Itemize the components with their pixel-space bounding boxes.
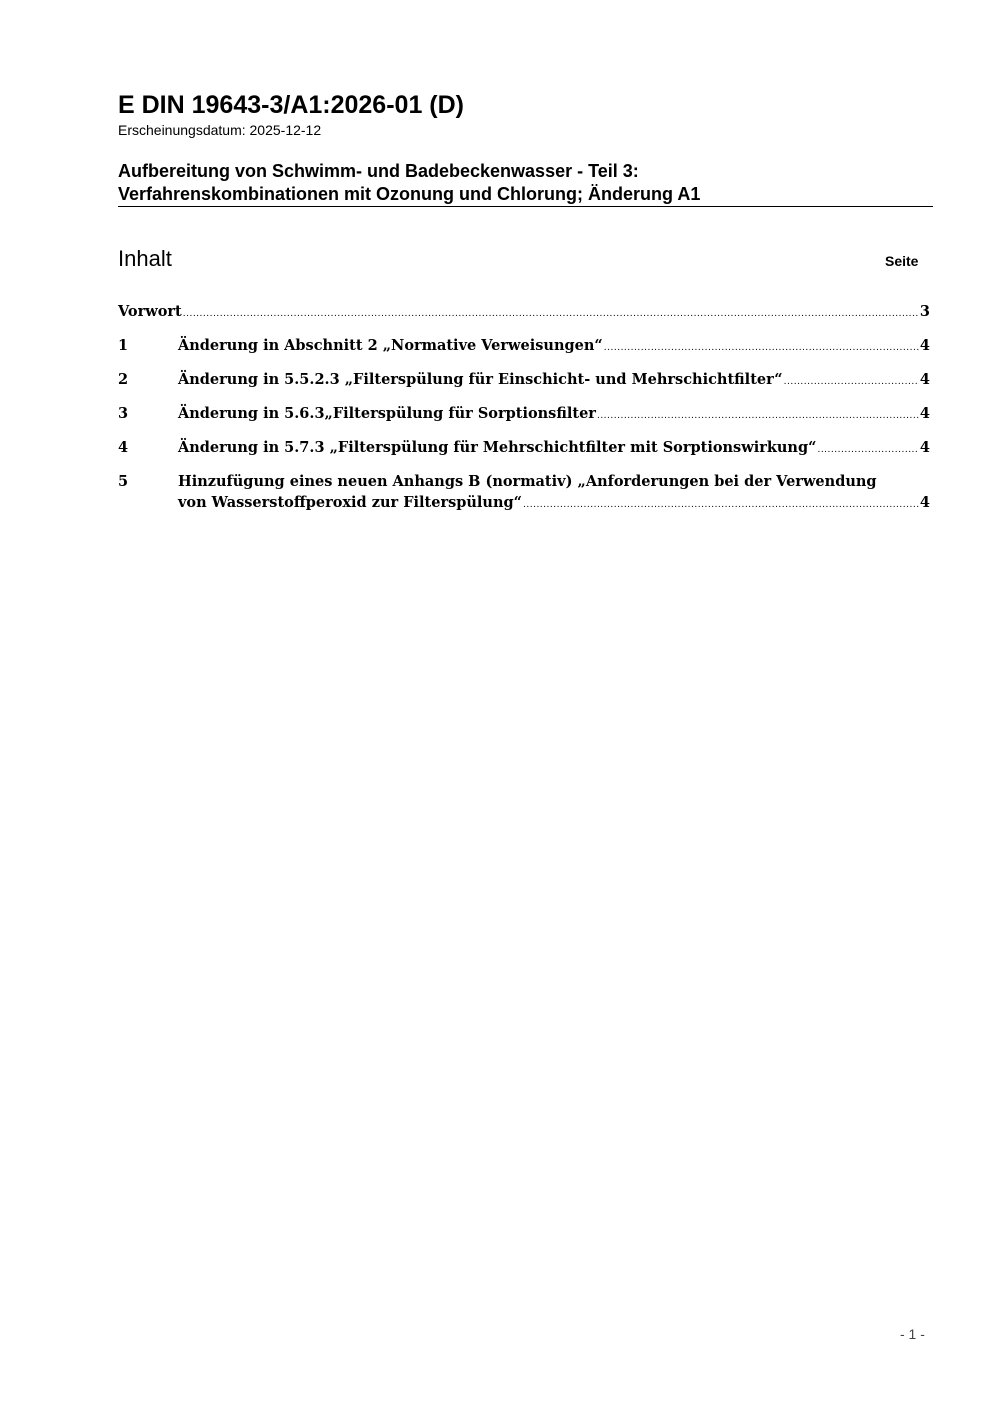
page-number: - 1 - xyxy=(900,1326,925,1342)
toc-entry-text: Vorwort xyxy=(118,303,182,320)
toc-dot-leader xyxy=(817,440,918,461)
table-of-contents xyxy=(118,301,930,526)
toc-entry-3[interactable] xyxy=(118,403,930,427)
title-line-2: Verfahrenskombinationen mit Ozonung und Chlorung; Änderung A1 xyxy=(118,184,701,204)
toc-entry-text: Hinzufügung eines neuen Anhangs B (normativ) „Anforderungen bei der Verwendung xyxy=(178,473,877,490)
toc-entry-5[interactable] xyxy=(118,471,930,516)
toc-entry-page: 4 xyxy=(919,405,930,422)
document-id: E DIN 19643-3/A1:2026-01 (D) xyxy=(118,91,464,119)
toc-entry-4[interactable] xyxy=(118,437,930,461)
toc-dot-leader xyxy=(604,338,919,359)
toc-entry-number: 2 xyxy=(118,371,129,388)
toc-entry-page: 3 xyxy=(919,303,930,320)
toc-entry-1[interactable] xyxy=(118,335,930,359)
document-title xyxy=(118,160,933,207)
toc-page-column-label: Seite xyxy=(885,253,919,269)
toc-entry-text: Änderung in 5.7.3 „Filterspülung für Mehrschichtfilter mit Sorptionswirkung“ xyxy=(178,439,817,456)
toc-entry-number: 5 xyxy=(118,473,129,490)
toc-entry-vorwort[interactable] xyxy=(118,301,930,325)
toc-entry-text: Änderung in 5.5.2.3 „Filterspülung für Einschicht- und Mehrschichtfilter“ xyxy=(178,371,783,388)
toc-heading: Inhalt xyxy=(118,246,172,271)
toc-entry-page: 4 xyxy=(919,494,930,511)
toc-entry-text: Änderung in Abschnitt 2 „Normative Verweisungen“ xyxy=(178,337,603,354)
toc-dot-leader xyxy=(183,304,919,325)
toc-entry-number: 4 xyxy=(118,439,129,456)
toc-entry-2[interactable] xyxy=(118,369,930,393)
toc-entry-page: 4 xyxy=(919,439,930,456)
toc-entry-text-continued: von Wasserstoffperoxid zur Filterspülung“ xyxy=(178,494,522,511)
toc-entry-number: 3 xyxy=(118,405,129,422)
toc-entry-text: Änderung in 5.6.3„Filterspülung für Sorptionsfilter xyxy=(178,405,596,422)
toc-entry-page: 4 xyxy=(919,371,930,388)
publication-date: Erscheinungsdatum: 2025-12-12 xyxy=(118,122,322,138)
toc-dot-leader xyxy=(597,406,919,427)
toc-dot-leader xyxy=(523,495,919,516)
toc-entry-number: 1 xyxy=(118,337,129,354)
title-line-1: Aufbereitung von Schwimm- und Badebeckenwasser - Teil 3: xyxy=(118,161,639,181)
toc-entry-page: 4 xyxy=(919,337,930,354)
toc-dot-leader xyxy=(784,372,919,393)
